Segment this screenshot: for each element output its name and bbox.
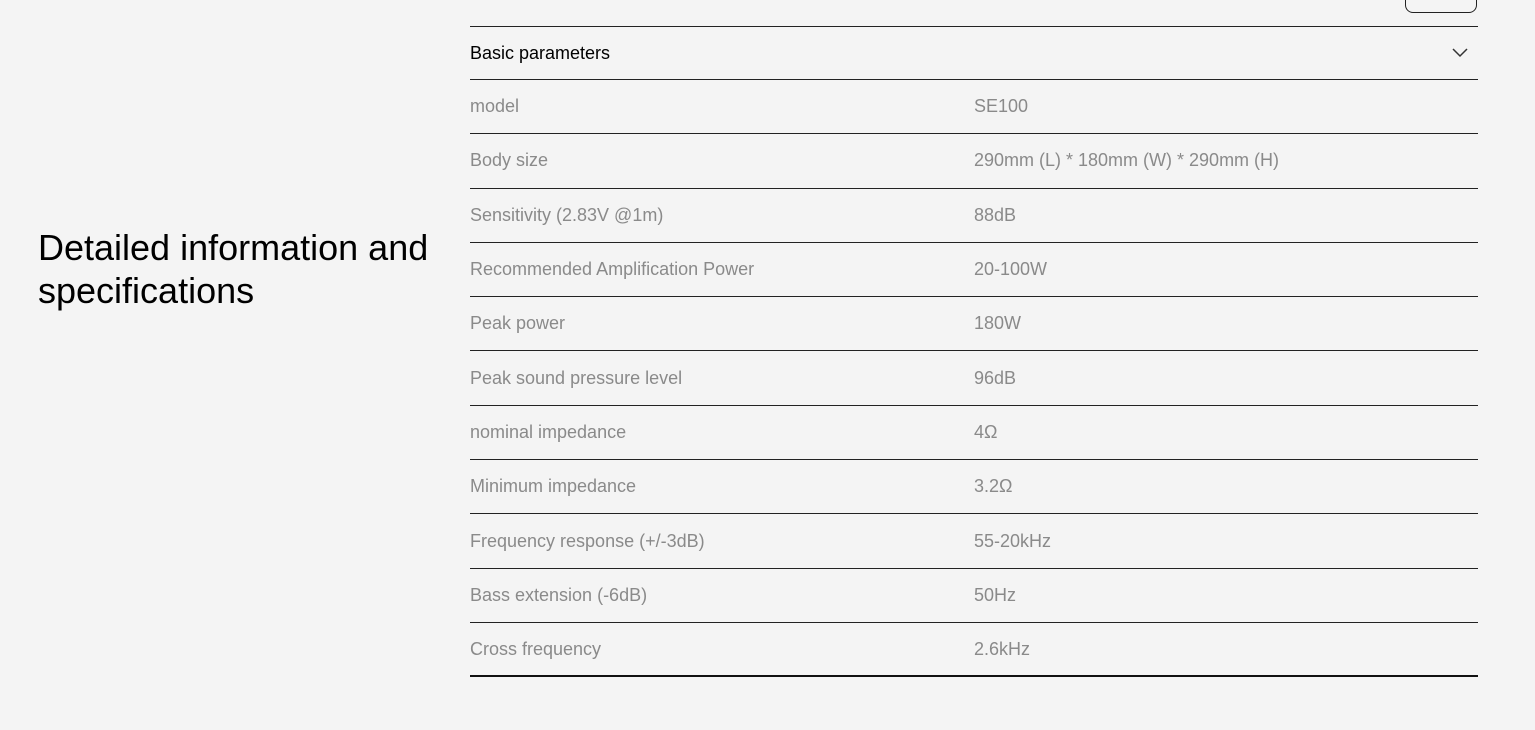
spec-value: 20-100W (974, 259, 1048, 280)
spec-value: SE100 (974, 96, 1029, 117)
spec-rows (470, 80, 1478, 677)
spec-row (470, 623, 1478, 677)
spec-label: Peak sound pressure level (470, 367, 683, 388)
spec-value: 55-20kHz (974, 530, 1052, 551)
spec-label: model (470, 96, 520, 117)
spec-row (470, 243, 1478, 297)
chevron-down-icon[interactable] (1450, 43, 1470, 63)
spec-row (470, 569, 1478, 623)
spec-value: 50Hz (974, 584, 1017, 605)
spec-label: Minimum impedance (470, 476, 637, 497)
accordion-title: Basic parameters (470, 42, 611, 63)
spec-value: 3.2Ω (974, 476, 1013, 497)
spec-row (470, 514, 1478, 568)
spec-label: Body size (470, 150, 549, 171)
spec-label: nominal impedance (470, 421, 627, 442)
spec-label: Sensitivity (2.83V @1m) (470, 204, 664, 225)
spec-label: Bass extension (-6dB) (470, 584, 648, 605)
spec-value: 4Ω (974, 421, 998, 442)
spec-row (470, 80, 1478, 134)
accordion-header-basic-parameters[interactable] (470, 26, 1478, 80)
spec-row (470, 189, 1478, 243)
spec-label: Cross frequency (470, 638, 602, 659)
spec-value: 96dB (974, 367, 1017, 388)
spec-value: 180W (974, 313, 1022, 334)
spec-label: Recommended Amplification Power (470, 259, 755, 280)
spec-row (470, 460, 1478, 514)
spec-value: 2.6kHz (974, 638, 1031, 659)
top-outline-button[interactable] (1405, 0, 1477, 13)
spec-row (470, 297, 1478, 351)
spec-row (470, 351, 1478, 405)
section-title: Detailed information and specifications (38, 227, 429, 311)
spec-label: Peak power (470, 313, 566, 334)
spec-value: 290mm (L) * 180mm (W) * 290mm (H) (974, 150, 1280, 171)
spec-table (470, 26, 1478, 677)
spec-row (470, 406, 1478, 460)
spec-row (470, 134, 1478, 188)
spec-label: Frequency response (+/-3dB) (470, 530, 705, 551)
spec-value: 88dB (974, 204, 1017, 225)
